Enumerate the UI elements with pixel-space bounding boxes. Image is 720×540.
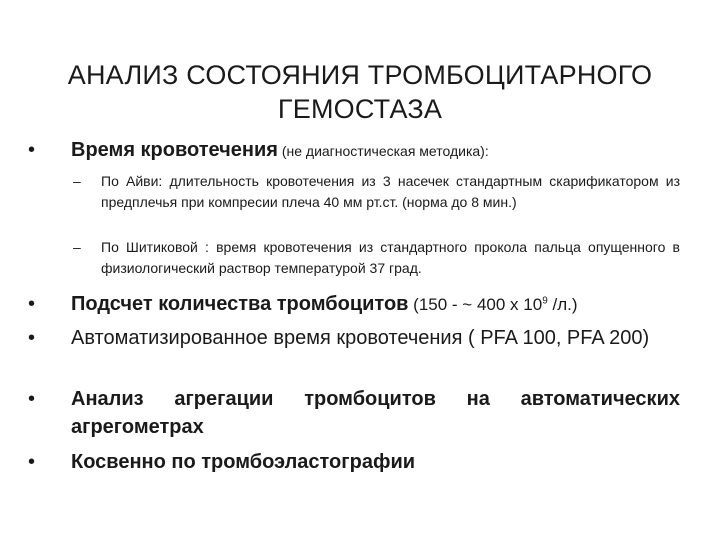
bleeding-time-note: (не диагностическая методика): xyxy=(277,143,489,159)
teg-text: Косвенно по тромбоэластографии xyxy=(71,451,416,473)
dash-marker: – xyxy=(73,173,81,189)
bullet-marker: • xyxy=(28,327,36,349)
list-item-aggregation xyxy=(28,385,680,441)
list-item-platelet-count xyxy=(28,290,680,319)
list-item-text xyxy=(71,290,680,319)
automated-bleeding-time-text: Автоматизированное время кровотечения ( PFA 100, PFA 200) xyxy=(71,327,650,349)
bullet-marker: • xyxy=(28,388,36,410)
platelet-count-value xyxy=(408,295,577,314)
dash-marker: – xyxy=(73,239,81,255)
subitem-ivy xyxy=(73,171,680,213)
subitem-ivy-text: По Айви: длительность кровотечения из 3 насечек стандартным скарификатором из предплечья при компресии плеча 40 мм рт.ст. (норма до 8 мин.) xyxy=(101,173,680,210)
list-item-bleeding-time xyxy=(28,136,680,165)
bullet-marker: • xyxy=(28,451,36,473)
aggregation-text: Анализ агрегации тромбоцитов на автоматических агрегометрах xyxy=(71,388,680,438)
bullet-marker: • xyxy=(28,139,36,161)
list-item-text xyxy=(71,136,680,165)
platelet-count-label: Подсчет количества тромбоцитов xyxy=(71,293,409,315)
bleeding-time-label: Время кровотечения xyxy=(71,139,278,161)
platelet-count-exponent: 9 xyxy=(542,295,548,307)
slide-title: АНАЛИЗ СОСТОЯНИЯ ТРОМБОЦИТАРНОГО ГЕМОСТАЗА xyxy=(67,60,653,124)
subitem-shitikova-text: По Шитиковой : время кровотечения из стандартного прокола пальца опущенного в физиологический раствор температурой 37 град. xyxy=(101,239,680,276)
list-item-teg xyxy=(28,448,680,476)
subitem-shitikova xyxy=(73,237,680,279)
platelet-count-value-prefix: (150 - ~ 400 х 10 xyxy=(408,295,543,314)
platelet-count-value-suffix: /л.) xyxy=(547,295,578,314)
list-item-automated-bleeding-time xyxy=(28,324,680,352)
bullet-marker: • xyxy=(28,293,36,315)
